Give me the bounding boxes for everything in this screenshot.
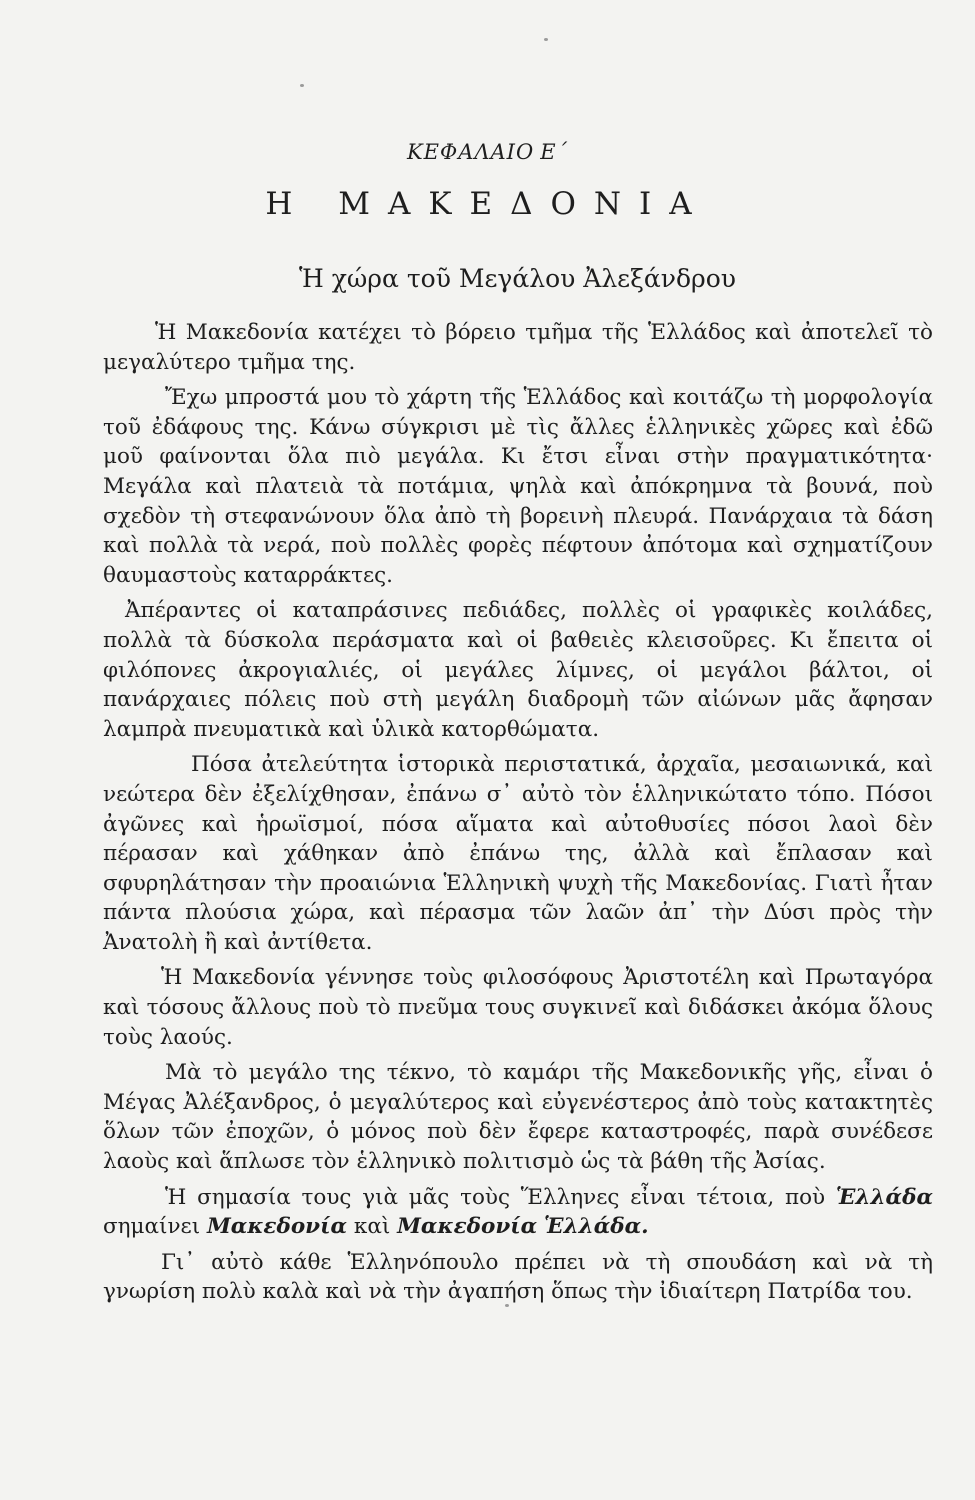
ink-speck bbox=[544, 38, 548, 41]
emphasis-term: Μακεδονία bbox=[397, 1214, 538, 1240]
paragraph-significance bbox=[103, 1183, 933, 1242]
paragraph: Ἀπέραντες οἱ καταπράσινες πεδιάδες, πολλὲς οἱ γραφικὲς κοιλάδες, πολλὰ τὰ δύσκολα περάσματα καὶ οἱ βαθειὲς κλεισοῦρες. Κι ἔπειτα οἱ φιλόπονες ἀκρογιαλιές, οἱ μεγάλες λίμνες, οἱ μεγάλοι βάλτοι, οἱ πανάρχαιες πόλεις ποὺ στὴ μεγάλη διαδρομὴ τῶν αἰώνων μᾶς ἄφησαν λαμπρὰ πνευματικὰ καὶ ὑλικὰ κατορθώματα. bbox=[103, 598, 933, 742]
significance-text: σημαίνει bbox=[103, 1214, 201, 1240]
page-subtitle: Ἡ χώρα τοῦ Μεγάλου Ἀλεξάνδρου bbox=[299, 264, 736, 293]
paragraph: Μὰ τὸ μεγάλο της τέκνο, τὸ καμάρι τῆς Μακεδονικῆς γῆς, εἶναι ὁ Μέγας Ἀλέξανδρος, ὁ μεγαλύτερος καὶ εὐγενέστερος ἀπὸ τοὺς κατακτητὲς ὅλων τῶν ἐποχῶν, ὁ μόνος ποὺ δὲν ἔφερε καταστροφές, παρὰ συνέδεσε λαοὺς καὶ ἅπλωσε τὸν ἑλληνικὸ πολιτισμὸ ὡς τὰ βάθη τῆς Ἀσίας. bbox=[103, 1060, 933, 1175]
paragraph: Ἡ Μακεδονία κατέχει τὸ βόρειο τμῆμα τῆς Ἑλλάδος καὶ ἀποτελεῖ τὸ μεγαλύτερο τμῆμα της. bbox=[103, 320, 933, 375]
significance-text: καὶ bbox=[353, 1214, 391, 1240]
emphasis-term: Ἑλλάδα. bbox=[544, 1214, 649, 1240]
page-title: Η ΜΑΚΕΔΟΝΙΑ bbox=[265, 186, 710, 222]
significance-text: Ἡ σημασία τους γιὰ μᾶς τοὺς Ἕλληνες εἶναι τέτοια, ποὺ bbox=[165, 1184, 826, 1210]
chapter-label: ΚΕΦΑΛΑΙΟ bbox=[406, 140, 535, 164]
paragraph: Γι᾽ αὐτὸ κάθε Ἑλληνόπουλο πρέπει νὰ τὴ σπουδάση καὶ νὰ τὴ γνωρίση πολὺ καλὰ καὶ νὰ τὴν ἀγαπήση ὅπως τὴν ἰδιαίτερη Πατρίδα του. bbox=[103, 1249, 933, 1305]
paragraph: Ἔχω μπροστά μου τὸ χάρτη τῆς Ἑλλάδος καὶ κοιτάζω τὴ μορφολογία τοῦ ἐδάφους της. Κάνω σύγκρισι μὲ τὶς ἄλλες ἑλληνικὲς χῶρες καὶ ἐδῶ μοῦ φαίνονται ὅλα πιὸ μεγάλα. Κι ἔτσι εἶναι στὴν πραγματικότητα· Μεγάλα καὶ πλατειὰ τὰ ποτάμια, ψηλὰ καὶ ἀπόκρημνα τὰ βουνά, ποὺ σχεδὸν τὴ στεφανώνουν ὅλα ἀπὸ τὴ βορεινὴ πλευρά. Πανάρχαια τὰ δάση καὶ πολλὰ τὰ νερά, ποὺ πολλὲς φορὲς πέφτουν ἀπότομα καὶ σχηματίζουν θαυμαστοὺς καταρράκτες. bbox=[103, 385, 933, 588]
chapter-number: Ε΄ bbox=[540, 140, 569, 164]
emphasis-term: Μακεδονία bbox=[206, 1214, 348, 1240]
chapter-heading bbox=[0, 140, 975, 164]
emphasis-term: Ἑλλάδα bbox=[835, 1184, 933, 1210]
ink-speck bbox=[300, 84, 304, 87]
paragraph: Ἡ Μακεδονία γέννησε τοὺς φιλοσόφους Ἀριστοτέλη καὶ Πρωταγόρα καὶ τόσους ἄλλους ποὺ τὸ πνεῦμα τους συγκινεῖ καὶ διδάσκει ἀκόμα ὅλους τοὺς λαούς. bbox=[103, 965, 933, 1050]
body-text bbox=[103, 318, 933, 1313]
paragraph: Πόσα ἀτελεύτητα ἱστορικὰ περιστατικά, ἀρχαῖα, μεσαιωνικά, καὶ νεώτερα δὲν ἐξελίχθησαν, ἐπάνω σ᾽ αὐτὸ τὸν ἑλληνικώτατο τόπο. Πόσοι ἀγῶνες καὶ ἡρωϊσμοί, πόσα αἵματα καὶ αὐτοθυσίες πόσοι λαοὶ δὲν πέρασαν καὶ χάθηκαν ἀπὸ ἐπάνω της, ἀλλὰ καὶ ἔπλασαν καὶ σφυρηλάτησαν τὴν προαιώνια Ἑλληνικὴ ψυχὴ τῆς Μακεδονίας. Γιατὶ ἦταν πάντα πλούσια χώρα, καὶ πέρασμα τῶν λαῶν ἀπ᾽ τὴν Δύσι πρὸς τὴν Ἀνατολὴ ἢ καὶ ἀντίθετα. bbox=[103, 752, 933, 955]
